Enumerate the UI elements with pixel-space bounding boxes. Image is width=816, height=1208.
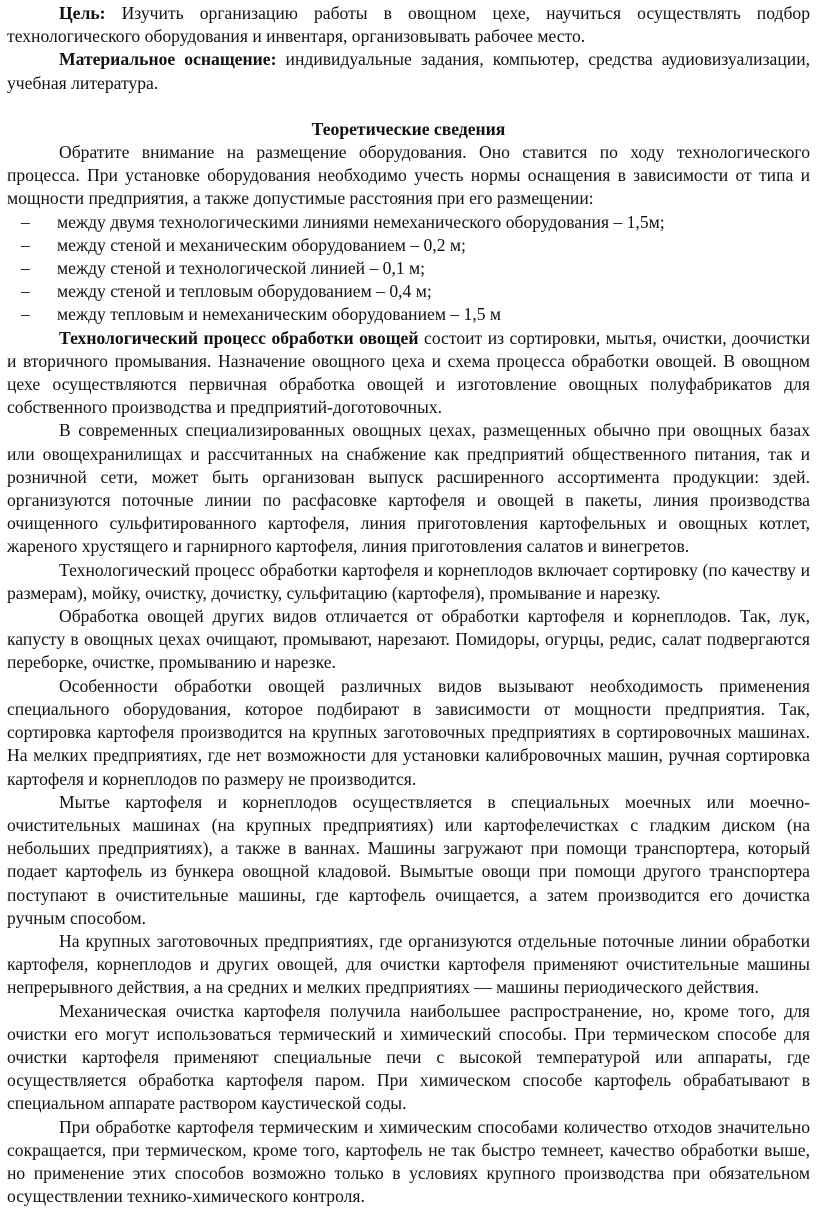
equipment-paragraph [7, 48, 810, 94]
list-item [7, 303, 810, 326]
dash-bullet: – [21, 304, 30, 325]
goal-paragraph [7, 2, 810, 48]
intro-paragraph: Обратите внимание на размещение оборудования. Оно ставится по ходу технологического процесса. При установке оборудования необходимо учесть нормы оснащения в зависимости от типа и мощности предприятия, а также допустимые расстояния при его размещении: [7, 142, 810, 209]
list-item-text: между двумя технологическими линиями немеханического оборудования – 1,5м; [57, 211, 665, 232]
dash-bullet: – [21, 258, 30, 279]
list-item-text: между стеной и тепловым оборудованием – 0,4 м; [57, 281, 432, 302]
process-paragraph [7, 327, 810, 420]
section-heading: Теоретические сведения [311, 118, 506, 139]
body-paragraph: В современных специализированных овощных цехах, размещенных обычно при овощных базах или овощехранилищах и рассчитанных на снабжение как предприятий общественного питания, так и розничной сети, может быть организован выпуск расширенного ассортимента продукции: здей. организуются поточные линии по расфасовке картофеля и овощей в пакеты, линия производства очищенного сульфитированного картофеля, линия приготовления картофельных и овощных котлет, жареного хрустящего и гарнирного картофеля, линия приготовления салатов и винегретов. [7, 420, 810, 557]
dash-bullet: – [21, 234, 30, 255]
body-paragraph: Механическая очистка картофеля получила наибольшее распространение, но, кроме того, для очистки его могут использоваться термический и химический способы. При термическом способе для очистки картофеля применяют специальные печи с высокой температурой или аппараты, где осуществляется обработка картофеля паром. При химическом способе картофель обрабатывают в специальном аппарате раствором каустической соды. [7, 1000, 810, 1114]
list-item [7, 280, 810, 303]
list-item-text: между тепловым и немеханическим оборудованием – 1,5 м [57, 304, 502, 325]
equipment-text: индивидуальные задания, компьютер, средства аудиовизуализации, учебная литература. [7, 49, 811, 93]
list-item [7, 257, 810, 280]
goal-text: Изучить организацию работы в овощном цехе, научиться осуществлять подбор технологического оборудования и инвентаря, организовывать рабочее место. [7, 3, 810, 47]
list-item-text: между стеной и технологической линией – 0,1 м; [57, 258, 426, 279]
goal-label: Цель: [59, 3, 106, 23]
equipment-label: Материальное оснащение: [59, 49, 277, 70]
list-item [7, 211, 810, 234]
body-paragraph: На крупных заготовочных предприятиях, где организуются отдельные поточные линии обработки картофеля, корнеплодов и других овощей, для очистки картофеля применяют очистительные машины непрерывного действия, а на средних и мелких предприятиях — машины периодического действия. [7, 930, 810, 998]
dash-bullet: – [21, 281, 30, 302]
body-paragraph: Технологический процесс обработки картофеля и корнеплодов включает сортировку (по качеству и размерам), мойку, очистку, дочистку, сульфитацию (картофеля), промывание и нарезку. [7, 559, 810, 603]
body-paragraph: При обработке картофеля термическим и химическим способами количество отходов значительно сокращается, при термическом, кроме того, картофель не так быстро темнеет, качество обработки выше, но применение этих способов возможно только в условиях крупного производства при обязательном осуществлении технико-химического контроля. [7, 1116, 810, 1207]
process-bold-term: Технологический процесс обработки овощей [59, 327, 419, 348]
distance-list [7, 211, 810, 327]
process-text: состоит из сортировки, мытья, очистки, доочистки и вторичного промывания. Назначение овощного цеха и схема процесса обработки овощей. В овощном цехе осуществляются первичная обработка овощей и изготовление овощных полуфабрикатов для собственного производства и предприятий-доготовочных. [7, 327, 810, 418]
dash-bullet: – [21, 211, 30, 232]
body-paragraph: Особенности обработки овощей различных видов вызывают необходимость применения специального оборудования, которое подбирают в зависимости от мощности предприятия. Так, сортировка картофеля производится на крупных заготовочных предприятиях в сортировочных машинах. На мелких предприятиях, где нет возможности для установки калибровочных машин, ручная сортировка картофеля и корнеплодов по размеру не производится. [7, 675, 810, 789]
body-paragraph: Обработка овощей других видов отличается от обработки картофеля и корнеплодов. Так, лук, капусту в овощных цехах очищают, промывают, нарезают. Помидоры, огурцы, редис, салат подвергаются переборке, очистке, промыванию и нарезке. [7, 606, 810, 673]
list-item-text: между стеной и механическим оборудованием – 0,2 м; [57, 234, 466, 255]
list-item [7, 234, 810, 257]
body-paragraph: Мытье картофеля и корнеплодов осуществляется в специальных моечных или моечно-очистительных машинах (на крупных предприятиях) или картофелечистках с гладким диском (на небольших предприятиях), а также в ваннах. Машины загружают при помощи транспортера, который подает картофель из бункера овощной кладовой. Вымытые овощи при помощи другого транспортера поступают в очистительные машины, где картофель очищается, а затем производится его дочистка ручным способом. [7, 791, 810, 928]
